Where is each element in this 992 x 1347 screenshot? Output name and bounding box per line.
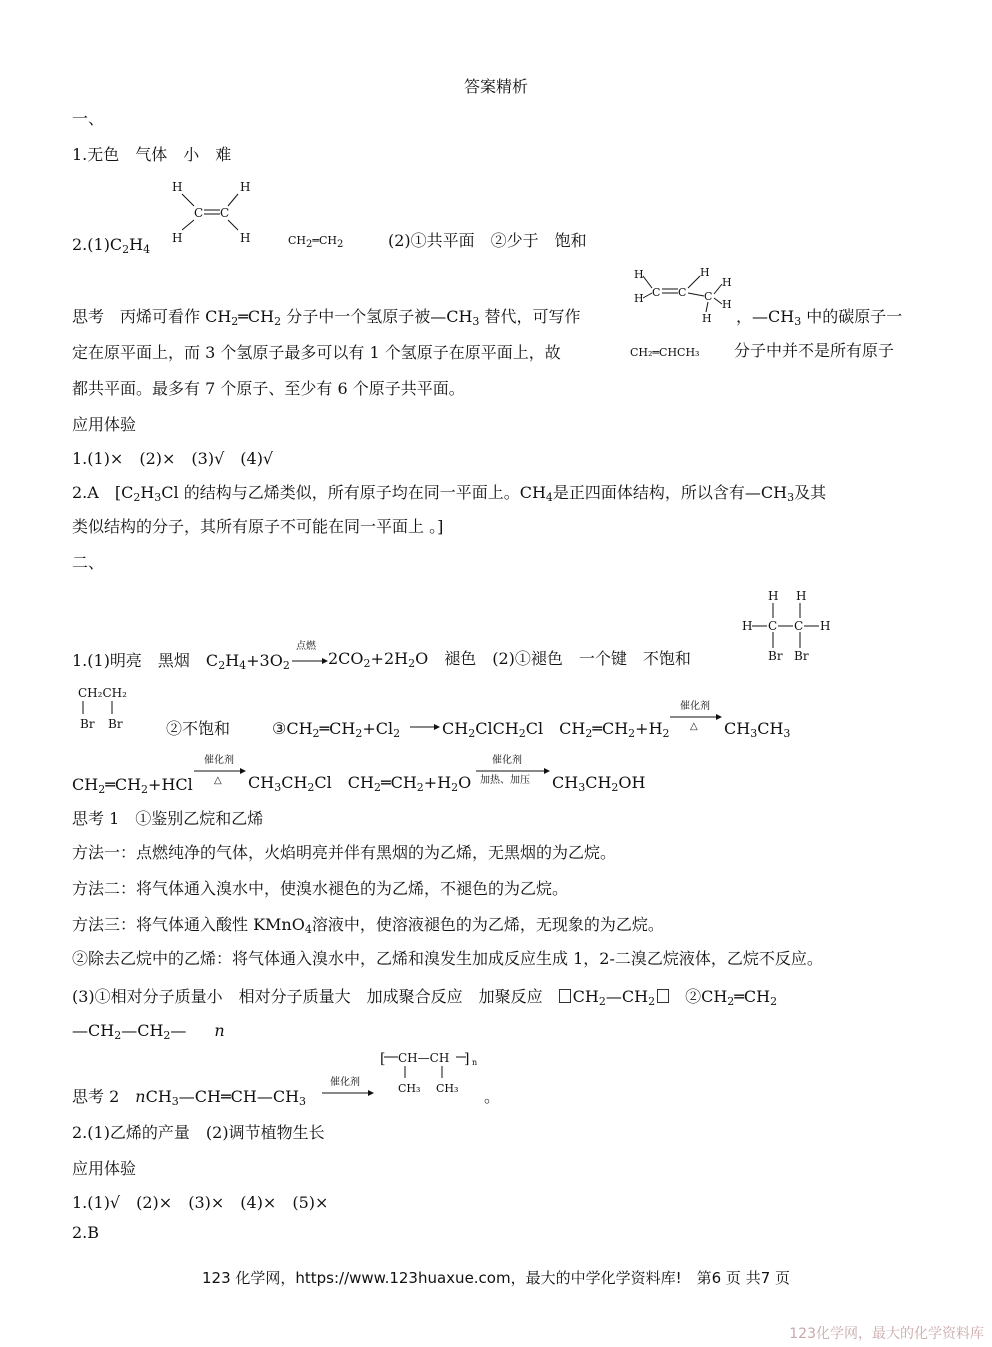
s2-apply2: 2.B <box>72 1223 100 1242</box>
svg-text:CH₃: CH₃ <box>436 1082 459 1095</box>
svg-text:Br: Br <box>80 717 95 731</box>
s2-think2: 思考 2 $nCH_3—CH═CH—CH_3$ <box>72 1087 307 1108</box>
svg-text:[: [ <box>380 1051 386 1067</box>
s2-method1: 方法一：点燃纯净的气体，火焰明亮并伴有黑烟的为乙烯，无黑烟的为乙烷。 <box>72 843 617 862</box>
s1-q2-formula: $2.(1)C_2H_4$ <box>72 235 151 256</box>
svg-text:CH₂CH₂: CH₂CH₂ <box>78 686 127 700</box>
svg-text:H: H <box>172 231 183 245</box>
svg-text:H: H <box>722 298 732 311</box>
svg-text:CH—CH: CH—CH <box>398 1051 450 1065</box>
propene-structure <box>634 266 734 326</box>
s2-r3-b: $CH_3CH_2Cl$ $CH_2═CH_2+H_2O$ <box>248 773 472 794</box>
s2-q3-line1: (3)①相对分子质量小 相对分子质量大 加成聚合反应 加聚反应 $CH_2—CH_2$ $②CH_2═CH_2$ <box>72 987 778 1008</box>
svg-text:C: C <box>194 206 204 220</box>
svg-text:Br: Br <box>108 717 123 731</box>
s1-apply1: 1.(1)× (2)× (3)√ (4)√ <box>72 449 274 468</box>
svg-text:C: C <box>794 619 804 633</box>
ignite-arrow <box>292 656 328 666</box>
svg-text:H: H <box>634 292 644 305</box>
svg-text:Br: Br <box>794 649 809 663</box>
s2-r2-a: ②不饱和 <box>166 719 231 738</box>
s2-apply1: 1.(1)√ (2)× (3)× (4)× (5)× <box>72 1193 329 1212</box>
s2-think1-title: 思考 1 ①鉴别乙烷和乙烯 <box>72 809 264 828</box>
s2-method3: 方法三：将气体通入酸性 KMnO$_4$溶液中，使溶液褪色的为乙烯，无现象的为乙烷。 <box>72 915 664 936</box>
s2-apply-heading: 应用体验 <box>72 1159 137 1178</box>
svg-text:H: H <box>240 180 251 194</box>
s1-think-line1b: ，$—CH_3$ 中的碳原子一 <box>736 307 903 328</box>
s1-think-line3: 都共平面。最多有 7 个原子、至少有 6 个原子共平面。 <box>72 379 465 398</box>
s2-q2: 2.(1)乙烯的产量 (2)调节植物生长 <box>72 1123 325 1142</box>
s1-think-line2b: 分子中并不是所有原子 <box>734 341 895 360</box>
svg-text:C: C <box>652 286 661 299</box>
heat-label-1: △ <box>690 721 698 732</box>
catalyst-label-3: 催化剂 <box>492 755 522 766</box>
s1-q1: 1.无色 气体 小 难 <box>72 145 232 164</box>
s1-apply2: 2.A [$C_2H_3Cl$ 的结构与乙烯类似，所有原子均在同一平面上。$CH_4$是正四面体结构，所以含有$—CH_3$及其 <box>72 483 827 504</box>
s2-q1-line1b: $2CO_2+2H_2O$ 褪色 (2)①褪色 一个键 不饱和 <box>328 649 691 670</box>
dibromo-condensed <box>78 684 148 734</box>
svg-text:C: C <box>678 286 687 299</box>
svg-text:H: H <box>172 180 183 194</box>
s1-apply-heading: 应用体验 <box>72 415 137 434</box>
svg-text:CH₃: CH₃ <box>398 1082 421 1095</box>
page-title: 答案精析 <box>463 77 528 96</box>
heat-label-2: △ <box>214 775 222 786</box>
section-2-heading: 二、 <box>72 553 105 572</box>
svg-text:H: H <box>700 266 710 279</box>
svg-text:H: H <box>796 589 807 603</box>
dibromoethane-structure <box>740 586 840 666</box>
ignite-label: 点燃 <box>296 641 316 652</box>
ethylene-structure <box>170 178 260 248</box>
svg-text:C: C <box>704 290 713 303</box>
s2-q1-line1a: 1.(1)明亮 黑烟 $C_2H_4+3O_2$ <box>72 651 290 672</box>
s2-method2: 方法二：将气体通入溴水中，使溴水褪色的为乙烯，不褪色的为乙烷。 <box>72 879 569 898</box>
svg-text:C: C <box>220 206 230 220</box>
s1-think-line2a: 定在原平面上，而 3 个氢原子最多可以有 1 个氢原子在原平面上，故 <box>72 343 561 362</box>
s2-r2-d: $CH_3CH_3$ <box>724 719 791 740</box>
svg-text:Br: Br <box>768 649 783 663</box>
catalyst-label-2: 催化剂 <box>204 755 234 766</box>
propene-simple: CH₂═CHCH₃ <box>630 346 700 359</box>
svg-text:H: H <box>742 619 753 633</box>
heat-pressure-label: 加热、加压 <box>480 775 530 786</box>
section-1-heading: 一、 <box>72 109 105 128</box>
s2-think2-period: 。 <box>484 1087 501 1106</box>
s2-q3-line2: $—CH_2—CH_2—$ n <box>72 1021 225 1042</box>
s1-q2-part2: (2)①共平面 ②少于 饱和 <box>388 231 587 250</box>
s2-r2-c: $CH_2ClCH_2Cl$ $CH_2═CH_2+H_2$ <box>442 719 670 740</box>
arrow-polymer <box>322 1088 374 1098</box>
s2-r3-a: $CH_2═CH_2+HCl$ <box>72 775 193 796</box>
ethylene-simple: $CH_2═CH_2$ <box>288 234 344 250</box>
page-footer: 123 化学网，https://www.123huaxue.com，最大的中学化学资料库! 第6 页 共7 页 <box>201 1269 791 1287</box>
svg-text:n: n <box>472 1058 478 1067</box>
s2-r2-b: $③CH_2═CH_2+Cl_2$ <box>272 719 401 740</box>
watermark: 123化学网，最大的化学资料库 <box>789 1326 984 1342</box>
catalyst-label-1: 催化剂 <box>680 701 710 712</box>
s2-r3-c: $CH_3CH_2OH$ <box>552 773 646 794</box>
svg-text:H: H <box>820 619 831 633</box>
svg-text:]: ] <box>464 1051 470 1067</box>
svg-text:H: H <box>768 589 779 603</box>
polypropylene-structure <box>380 1048 480 1100</box>
svg-text:H: H <box>722 276 732 289</box>
svg-text:H: H <box>240 231 251 245</box>
arrow-cl2 <box>410 722 440 732</box>
svg-text:H: H <box>634 268 644 281</box>
catalyst-label-4: 催化剂 <box>330 1077 360 1088</box>
svg-text:H: H <box>702 312 712 325</box>
s1-think-line1a: 思考 丙烯可看作 $CH_2═CH_2$ 分子中一个氢原子被$—CH_3$ 替代，可写作 <box>72 307 581 328</box>
s2-remove: ②除去乙烷中的乙烯：将气体通入溴水中，乙烯和溴发生加成反应生成 1，2-二溴乙烷液体，乙烷不反应。 <box>72 949 823 968</box>
svg-text:C: C <box>768 619 778 633</box>
s1-apply2-line2: 类似结构的分子，其所有原子不可能在同一平面上 。] <box>72 517 444 536</box>
